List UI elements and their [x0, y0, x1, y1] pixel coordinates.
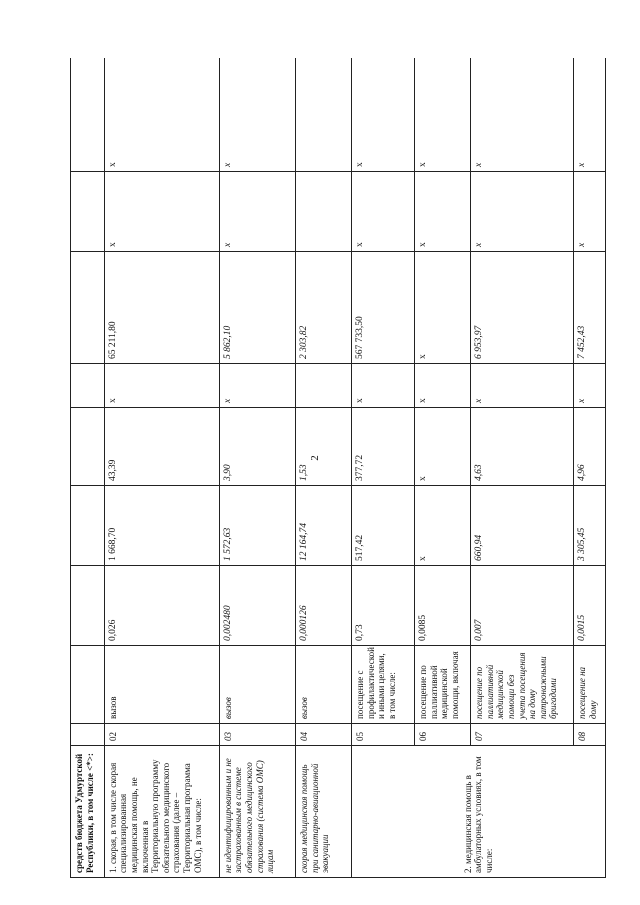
code-cell: 03: [219, 724, 295, 746]
code-cell: 07: [471, 724, 574, 746]
table-row: [71, 58, 105, 878]
unit-cell: вызов: [104, 646, 219, 724]
header-cell: средств бюджета Удмуртской Республики, в том числе <*>:: [71, 746, 105, 878]
value-cell: 0,0015: [574, 566, 606, 646]
value-cell: 0,026: [104, 566, 219, 646]
value-cell: 3 305,45: [574, 486, 606, 566]
value-cell: 65 211,80: [104, 252, 219, 364]
unit-cell: вызов: [296, 646, 352, 724]
value-cell: 12 164,74: [296, 486, 352, 566]
value-cell: 43,39: [104, 408, 219, 486]
value-cell: 0,000126: [296, 566, 352, 646]
value-cell: 3,90: [219, 408, 295, 486]
section-cell: 2. медицинская помощь в амбулаторных условиях, в том числе:: [352, 746, 606, 878]
value-cell: x: [574, 172, 606, 252]
value-cell: 5 862,10: [219, 252, 295, 364]
value-cell: x: [574, 58, 606, 172]
value-cell: 2 303,82: [296, 252, 352, 364]
value-cell: 0,73: [352, 566, 415, 646]
value-cell: x: [415, 486, 471, 566]
value-cell: 517,42: [352, 486, 415, 566]
value-cell: [296, 172, 352, 252]
value-cell: 660,94: [471, 486, 574, 566]
value-cell: x: [219, 172, 295, 252]
value-cell: 1 572,63: [219, 486, 295, 566]
page-number: 2: [308, 455, 321, 461]
code-cell: 05: [352, 724, 415, 746]
rotated-table-wrapper: [70, 58, 606, 878]
value-cell: x: [219, 364, 295, 408]
value-cell: x: [471, 172, 574, 252]
value-cell: 1 668,70: [104, 486, 219, 566]
value-cell: x: [574, 364, 606, 408]
value-cell: x: [415, 408, 471, 486]
value-cell: x: [104, 58, 219, 172]
value-cell: 567 733,50: [352, 252, 415, 364]
value-cell: x: [415, 364, 471, 408]
value-cell: x: [104, 364, 219, 408]
value-cell: [296, 58, 352, 172]
value-cell: 6 953,97: [471, 252, 574, 364]
unit-cell: посещение на дому: [574, 646, 606, 724]
value-cell: x: [471, 364, 574, 408]
value-cell: x: [415, 252, 471, 364]
value-cell: x: [415, 172, 471, 252]
value-cell: 4,63: [471, 408, 574, 486]
table-row: [219, 58, 295, 878]
code-cell: 08: [574, 724, 606, 746]
value-cell: 1,53: [296, 408, 352, 486]
value-cell: 0,007: [471, 566, 574, 646]
table-row: [104, 58, 219, 878]
section-cell: не идентифицированным и не застрахованным в системе обязательного медицинского страхования (система ОМС) лицам: [219, 746, 295, 878]
value-cell: [296, 364, 352, 408]
code-cell: 02: [104, 724, 219, 746]
section-cell: скорая медицинская помощь при санитарно-авиационной эвакуации: [296, 746, 352, 878]
value-cell: x: [352, 172, 415, 252]
unit-cell: посещение по паллиативной медицинской помощи без учета посещения на дому патронажными бригадами: [471, 646, 574, 724]
section-cell: 1. скорая, в том числе скорая специализированная медицинская помощь, не включенная в Территориальную программу обязательного медицинского страхования (далее – Территориальная программа ОМС), в том числе:: [104, 746, 219, 878]
table-row: [352, 58, 415, 878]
value-cell: 7 452,43: [574, 252, 606, 364]
financing-table: [70, 58, 606, 878]
unit-cell: посещение по паллиативной медицинской помощи, включая: [415, 646, 471, 724]
value-cell: x: [352, 364, 415, 408]
document-page: [70, 58, 606, 878]
value-cell: 4,96: [574, 408, 606, 486]
value-cell: x: [352, 58, 415, 172]
value-cell: x: [104, 172, 219, 252]
value-cell: 0,0085: [415, 566, 471, 646]
table-row: [296, 58, 352, 878]
value-cell: 377,72: [352, 408, 415, 486]
value-cell: x: [415, 58, 471, 172]
value-cell: 0,002480: [219, 566, 295, 646]
value-cell: x: [471, 58, 574, 172]
unit-cell: посещение с профилактической и иными целями, в том числе:: [352, 646, 415, 724]
unit-cell: вызов: [219, 646, 295, 724]
code-cell: 06: [415, 724, 471, 746]
code-cell: 04: [296, 724, 352, 746]
value-cell: x: [219, 58, 295, 172]
